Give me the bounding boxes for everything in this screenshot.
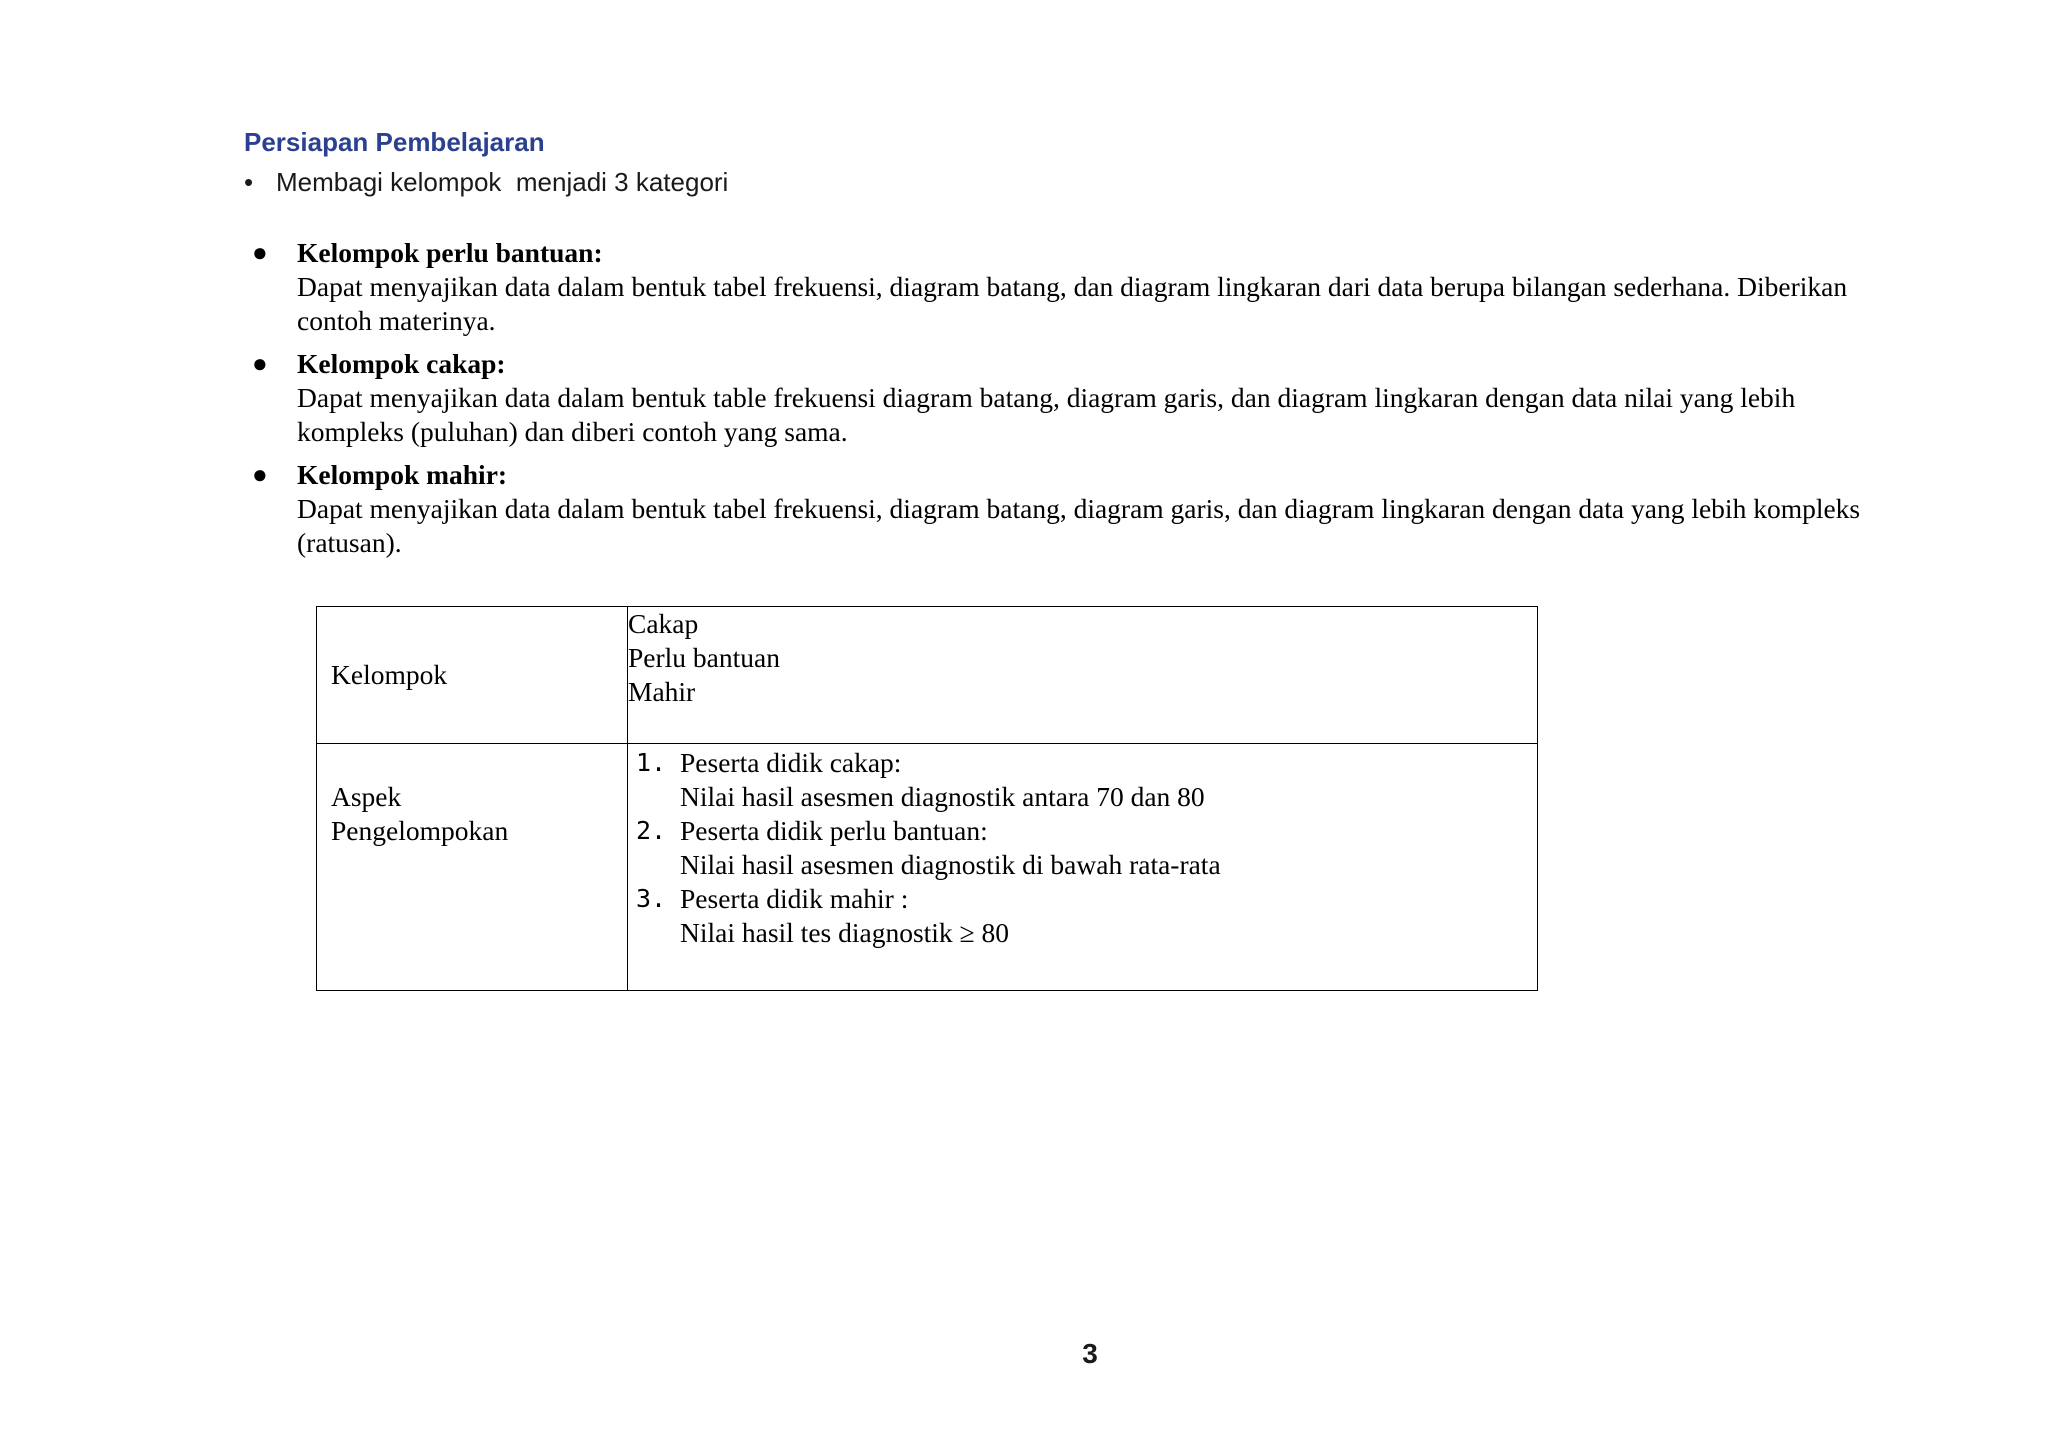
group-item-perlu-bantuan	[250, 236, 1890, 338]
kelompok-value: Mahir	[628, 676, 696, 707]
table-row	[317, 744, 1538, 991]
criteria-number: 2.	[636, 816, 667, 845]
grouping-table	[316, 606, 1538, 991]
section-title: Persiapan Pembelajaran	[244, 127, 545, 157]
group-title: Kelompok perlu bantuan:	[297, 237, 603, 268]
kelompok-value: Cakap	[628, 608, 699, 639]
group-item-cakap	[250, 347, 1890, 449]
group-title: Kelompok mahir:	[297, 459, 508, 490]
table-row	[317, 607, 1538, 744]
kelompok-values-cell	[628, 607, 1538, 744]
criteria-list	[628, 744, 1537, 950]
criteria-number: 1.	[636, 748, 667, 777]
row-label-aspek	[317, 744, 628, 991]
row-label-line: Aspek	[331, 781, 402, 812]
criteria-detail: Nilai hasil tes diagnostik ≥ 80	[680, 917, 1010, 948]
criteria-item	[628, 814, 1537, 882]
group-description: Dapat menyajikan data dalam bentuk table frekuensi diagram batang, diagram garis, dan diagram lingkaran dengan data nilai yang lebih kompleks (puluhan) dan diberi contoh yang sama.	[297, 382, 1796, 447]
bullet-dot-icon: •	[244, 167, 254, 197]
criteria-detail: Nilai hasil asesmen diagnostik di bawah rata-rata	[680, 849, 1221, 880]
intro-bullet	[244, 164, 728, 200]
bullet-dot-icon: ●	[252, 349, 268, 378]
criteria-number: 3.	[636, 884, 667, 913]
row-label-line: Pengelompokan	[331, 815, 509, 846]
criteria-item	[628, 882, 1537, 950]
kelompok-value: Perlu bantuan	[628, 642, 780, 673]
intro-bullet-text: Membagi kelompok menjadi 3 kategori	[276, 167, 729, 197]
criteria-title: Peserta didik cakap:	[680, 747, 902, 778]
criteria-title: Peserta didik perlu bantuan:	[680, 815, 988, 846]
criteria-detail: Nilai hasil asesmen diagnostik antara 70 dan 80	[680, 781, 1205, 812]
criteria-item	[628, 746, 1537, 814]
row-label-kelompok: Kelompok	[317, 607, 628, 744]
criteria-title: Peserta didik mahir :	[680, 883, 909, 914]
group-description: Dapat menyajikan data dalam bentuk tabel frekuensi, diagram batang, diagram garis, dan diagram lingkaran dengan data yang lebih kompleks (ratusan).	[297, 493, 1861, 558]
group-title: Kelompok cakap:	[297, 348, 506, 379]
group-list	[250, 236, 1890, 569]
criteria-cell	[628, 744, 1538, 991]
page-number: 3	[1082, 1338, 1098, 1369]
bullet-dot-icon: ●	[252, 238, 268, 267]
bullet-dot-icon: ●	[252, 460, 268, 489]
group-item-mahir	[250, 458, 1890, 560]
group-description: Dapat menyajikan data dalam bentuk tabel frekuensi, diagram batang, dan diagram lingkaran dari data berupa bilangan sederhana. Diberikan contoh materinya.	[297, 271, 1848, 336]
kelompok-values	[628, 607, 1537, 709]
